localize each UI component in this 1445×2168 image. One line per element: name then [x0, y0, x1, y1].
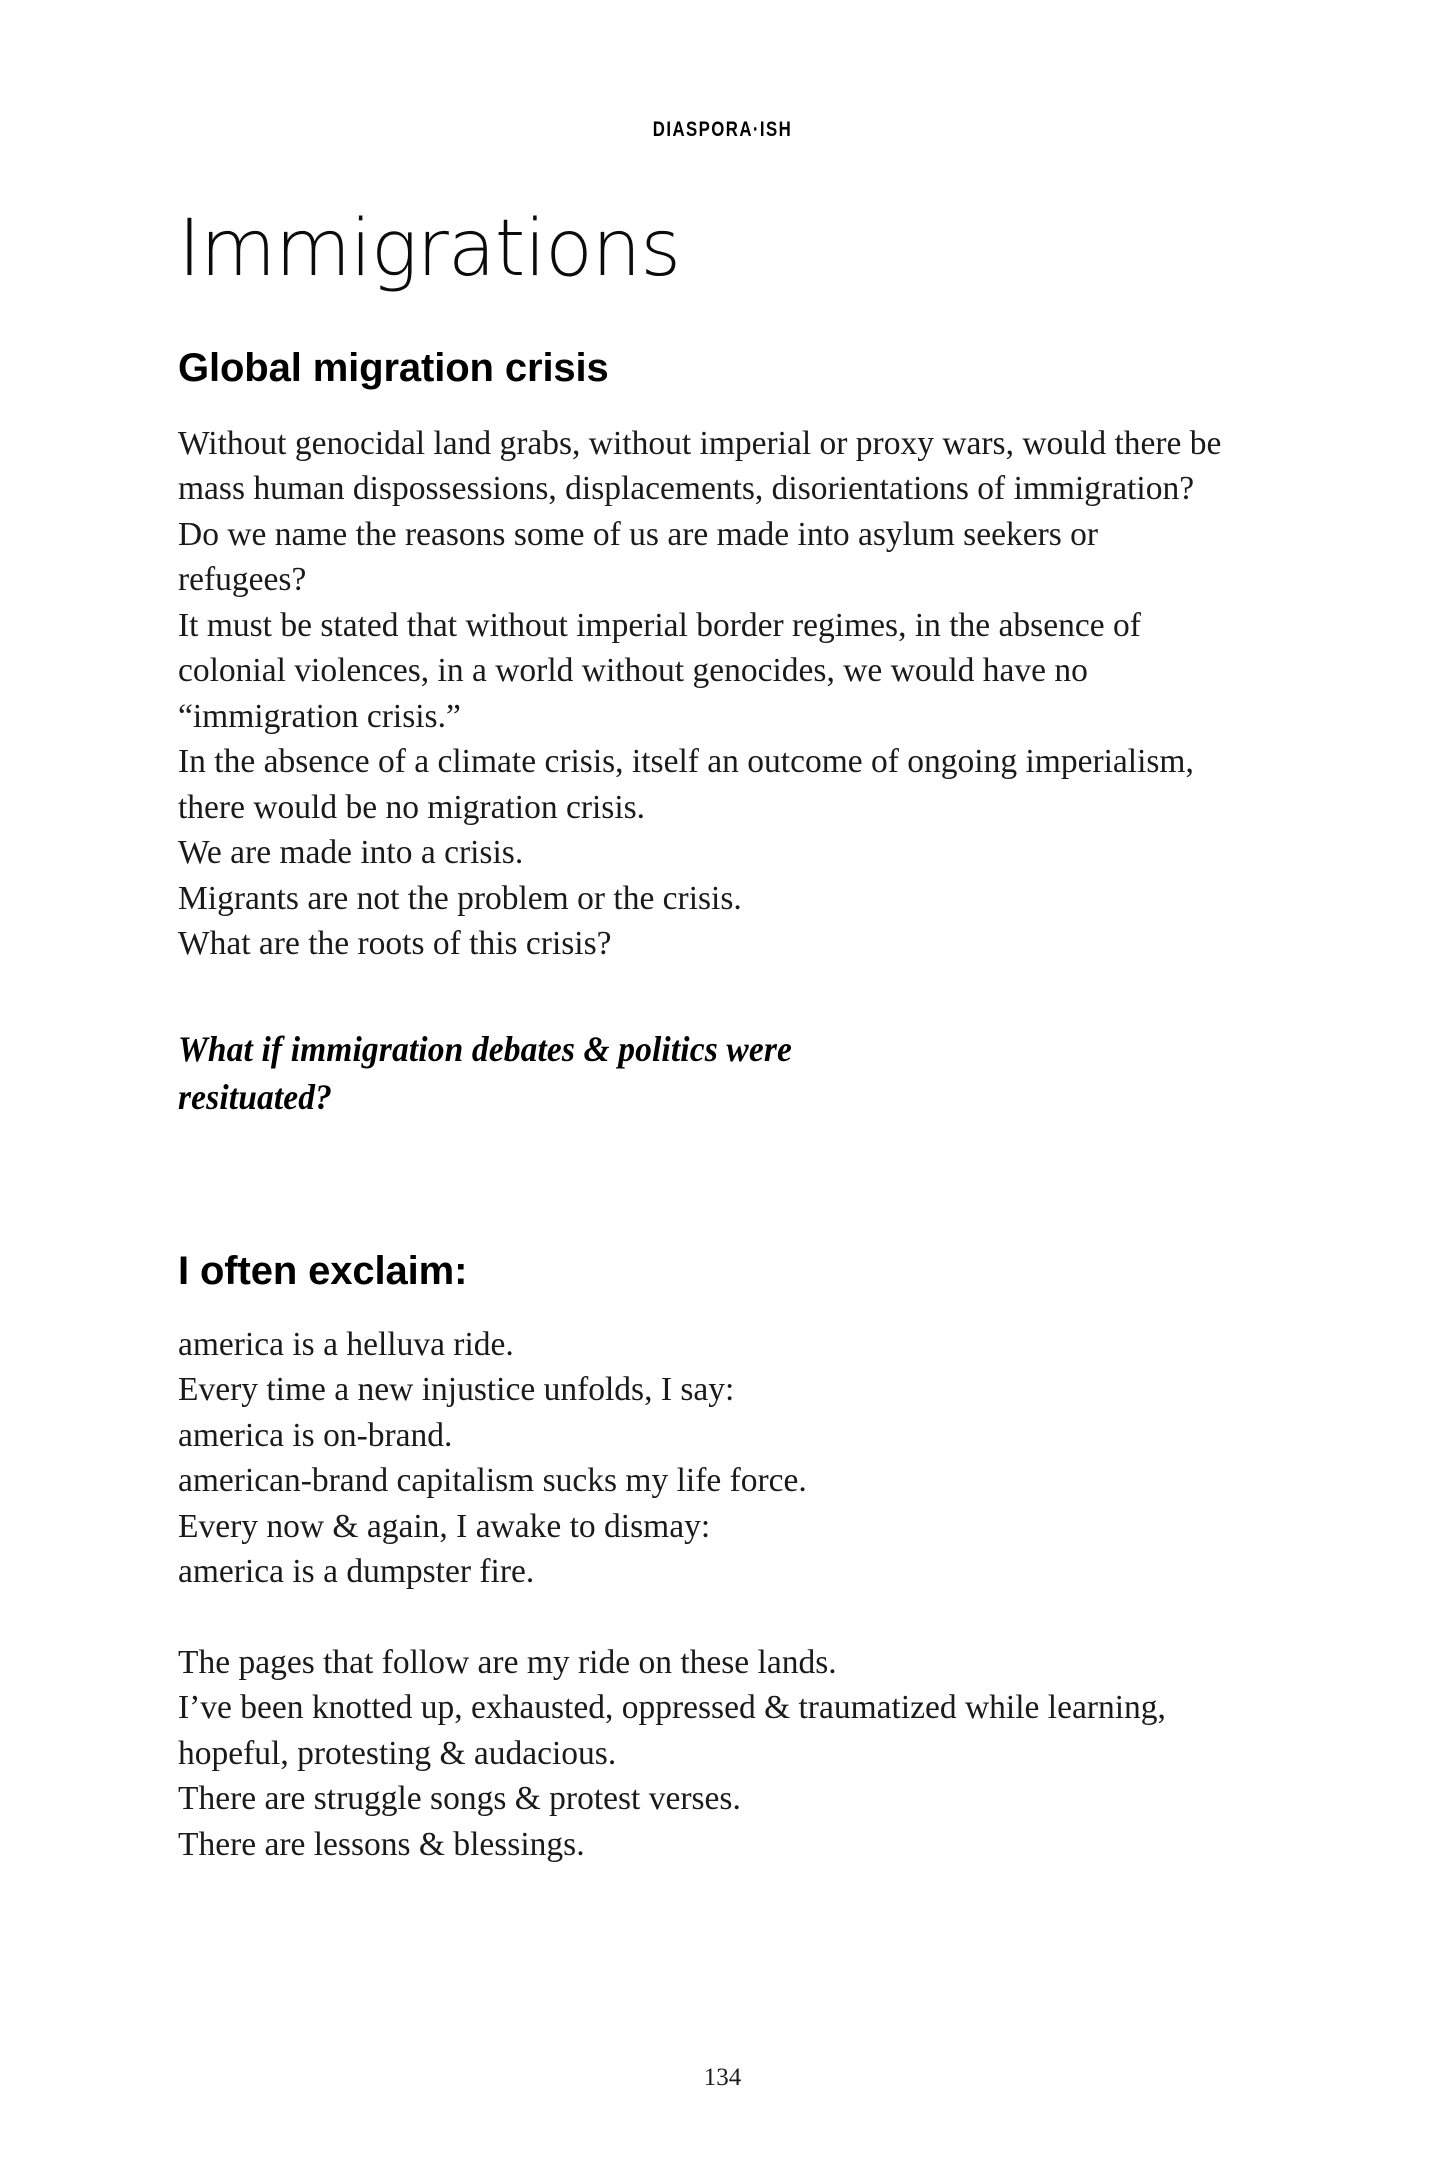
pull-quote-line: resituated? [178, 1076, 333, 1117]
verse-line: Every now & again, I awake to dismay: [178, 1507, 711, 1545]
pull-quote-line: What if immigration debates & politics were [178, 1028, 793, 1069]
paragraph-global-migration [178, 391, 1228, 967]
verse-line: america is a dumpster fire. [178, 1553, 535, 1591]
verse-line: Do we name the reasons some of us are made into asylum seekers or refugees? [178, 515, 1099, 599]
verse-line: america is a helluva ride. [178, 1325, 514, 1363]
content-column [178, 0, 1228, 1867]
verse-line: Migrants are not the problem or the crisis. [178, 879, 742, 917]
section-heading-global-migration-crisis: Global migration crisis [178, 346, 609, 390]
spacer [178, 1294, 1228, 1322]
verse-line: america is on-brand. [178, 1416, 453, 1454]
stanza-one [178, 1322, 1228, 1595]
verse-line: I’ve been knotted up, exhausted, oppressed & traumatized while learning, hopeful, protesting & audacious. [178, 1689, 1166, 1772]
verse-line: We are made into a crisis. [178, 834, 524, 872]
verse-line: It must be stated that without imperial border regimes, in the absence of colonial violences, in a world without genocides, we would have no “immigration crisis.” [178, 606, 1141, 735]
spacer [178, 967, 1228, 1025]
verse-line: There are struggle songs & protest verses. [178, 1780, 741, 1818]
verse-line: What are the roots of this crisis? [178, 925, 612, 963]
page-title: Immigrations [178, 204, 681, 294]
spacer [178, 1121, 1228, 1249]
spacer [178, 1595, 1228, 1640]
pull-quote-resituated [178, 1025, 1155, 1121]
verse-line: The pages that follow are my ride on these lands. [178, 1643, 837, 1681]
page-number: 134 [703, 2064, 742, 2091]
verse-line: Every time a new injustice unfolds, I say: [178, 1371, 735, 1409]
verse-line: american-brand capitalism sucks my life force. [178, 1462, 807, 1500]
verse-line: Without genocidal land grabs, without imperial or proxy wars, would there be mass human dispossessions, displacements, disorientations of immigration? [178, 424, 1222, 508]
verse-line: In the absence of a climate crisis, itself an outcome of ongoing imperialism, there would be no migration crisis. [178, 743, 1194, 826]
verse-line: There are lessons & blessings. [178, 1825, 585, 1863]
running-head: DIASPORA·ISH [652, 118, 793, 141]
section-heading-i-often-exclaim: I often exclaim: [178, 1248, 468, 1293]
stanza-two [178, 1640, 1228, 1868]
